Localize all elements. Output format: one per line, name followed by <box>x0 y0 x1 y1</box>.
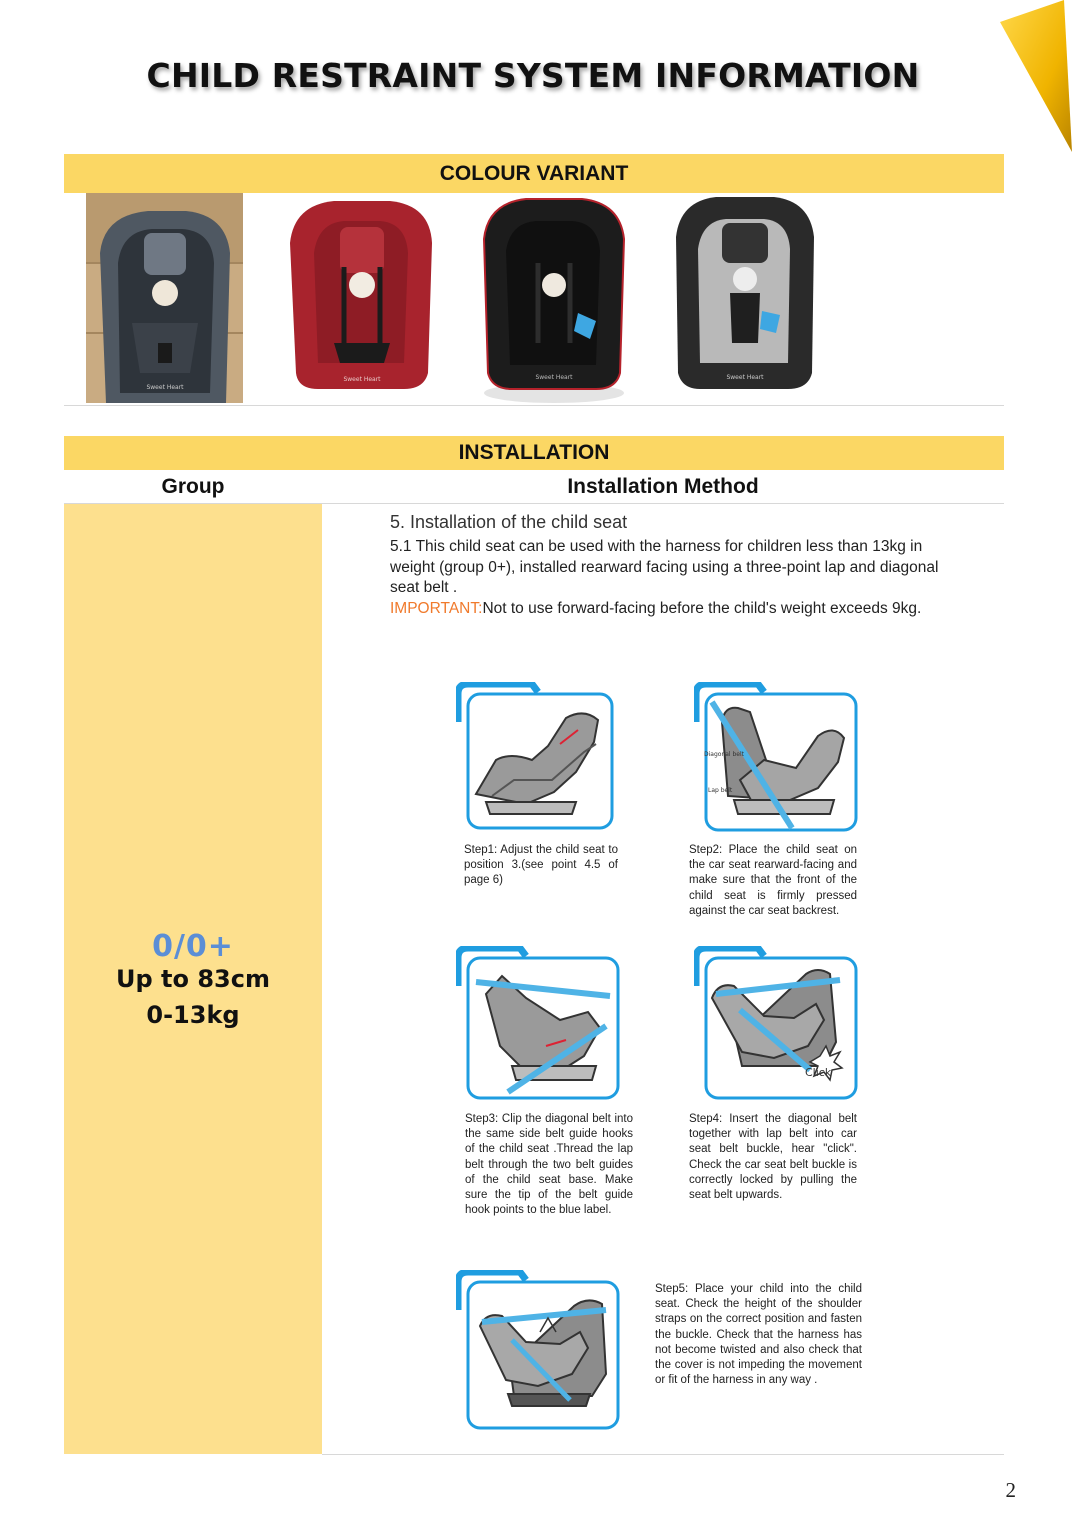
svg-text:Lap belt: Lap belt <box>708 787 733 794</box>
colour-variant-gallery <box>64 193 1004 406</box>
important-note <box>390 599 958 620</box>
step5-figure <box>456 1270 622 1432</box>
variant-photo-grey <box>86 193 243 403</box>
installation-heading: INSTALLATION <box>64 436 1004 470</box>
installation-method-cell <box>322 504 1004 1455</box>
group-height-limit: Up to 83cm <box>116 965 270 993</box>
svg-text:Diagonal belt: Diagonal belt <box>704 751 745 758</box>
step3-text: Step3: Clip the diagonal belt into the same side belt guide hooks of the child seat .Thread the lap belt through the two belt guides of the child seat base. Make sure the tip of the belt guide hook points to the blue label. <box>465 1113 633 1217</box>
svg-text:Sweet Heart: Sweet Heart <box>726 374 764 381</box>
group-weight-range: 0-13kg <box>146 1001 240 1029</box>
group-column-header: Group <box>161 475 225 498</box>
svg-text:Click: Click <box>805 1066 832 1079</box>
step2-figure <box>694 682 860 834</box>
group-code: 0/0+ <box>152 929 234 964</box>
svg-text:Sweet Heart: Sweet Heart <box>535 374 573 381</box>
important-label: IMPORTANT: <box>390 600 483 617</box>
step5-text: Step5: Place your child into the child seat. Check the height of the shoulder straps on the correct position and fasten the buckle. Check that the harness has not become twisted and also check that the cover is not impeding the movement or fit of the harness in any way . <box>655 1283 862 1387</box>
page-number: 2 <box>1005 1478 1016 1502</box>
step4-figure <box>694 946 860 1102</box>
important-text: Not to use forward-facing before the child's weight exceeds 9kg. <box>482 600 922 617</box>
step4-text: Step4: Insert the diagonal belt together with lap belt into car seat belt buckle, hear "click". Check the car seat belt buckle is correctly locked by pulling the seat belt upwards. <box>689 1113 857 1202</box>
step1-figure <box>456 682 616 832</box>
variant-photo-black-grey <box>670 193 820 403</box>
page-title: CHILD RESTRAINT SYSTEM INFORMATION <box>146 56 920 95</box>
step3-figure <box>456 946 622 1102</box>
colour-variant-heading: COLOUR VARIANT <box>64 154 1004 193</box>
section-title: 5. Installation of the child seat <box>390 512 628 532</box>
svg-text:Sweet Heart: Sweet Heart <box>146 384 184 391</box>
step2-text: Step2: Place the child seat on the car seat rearward-facing and make sure that the front of the child seat is firmly pressed against the car seat backrest. <box>689 844 857 917</box>
installation-column-headers <box>64 470 1004 504</box>
variant-photo-black-red <box>478 193 630 403</box>
group-cell <box>64 504 322 1454</box>
variant-photo-red <box>284 193 439 403</box>
svg-text:Sweet Heart: Sweet Heart <box>343 376 381 383</box>
step1-text: Step1: Adjust the child seat to position 3.(see point 4.5 of page 6) <box>464 844 618 887</box>
method-column-header: Installation Method <box>567 475 759 498</box>
section-body: 5.1 This child seat can be used with the harness for children less than 13kg in weight (group 0+), installed rearward facing using a three-point lap and diagonal seat belt . <box>390 538 939 596</box>
